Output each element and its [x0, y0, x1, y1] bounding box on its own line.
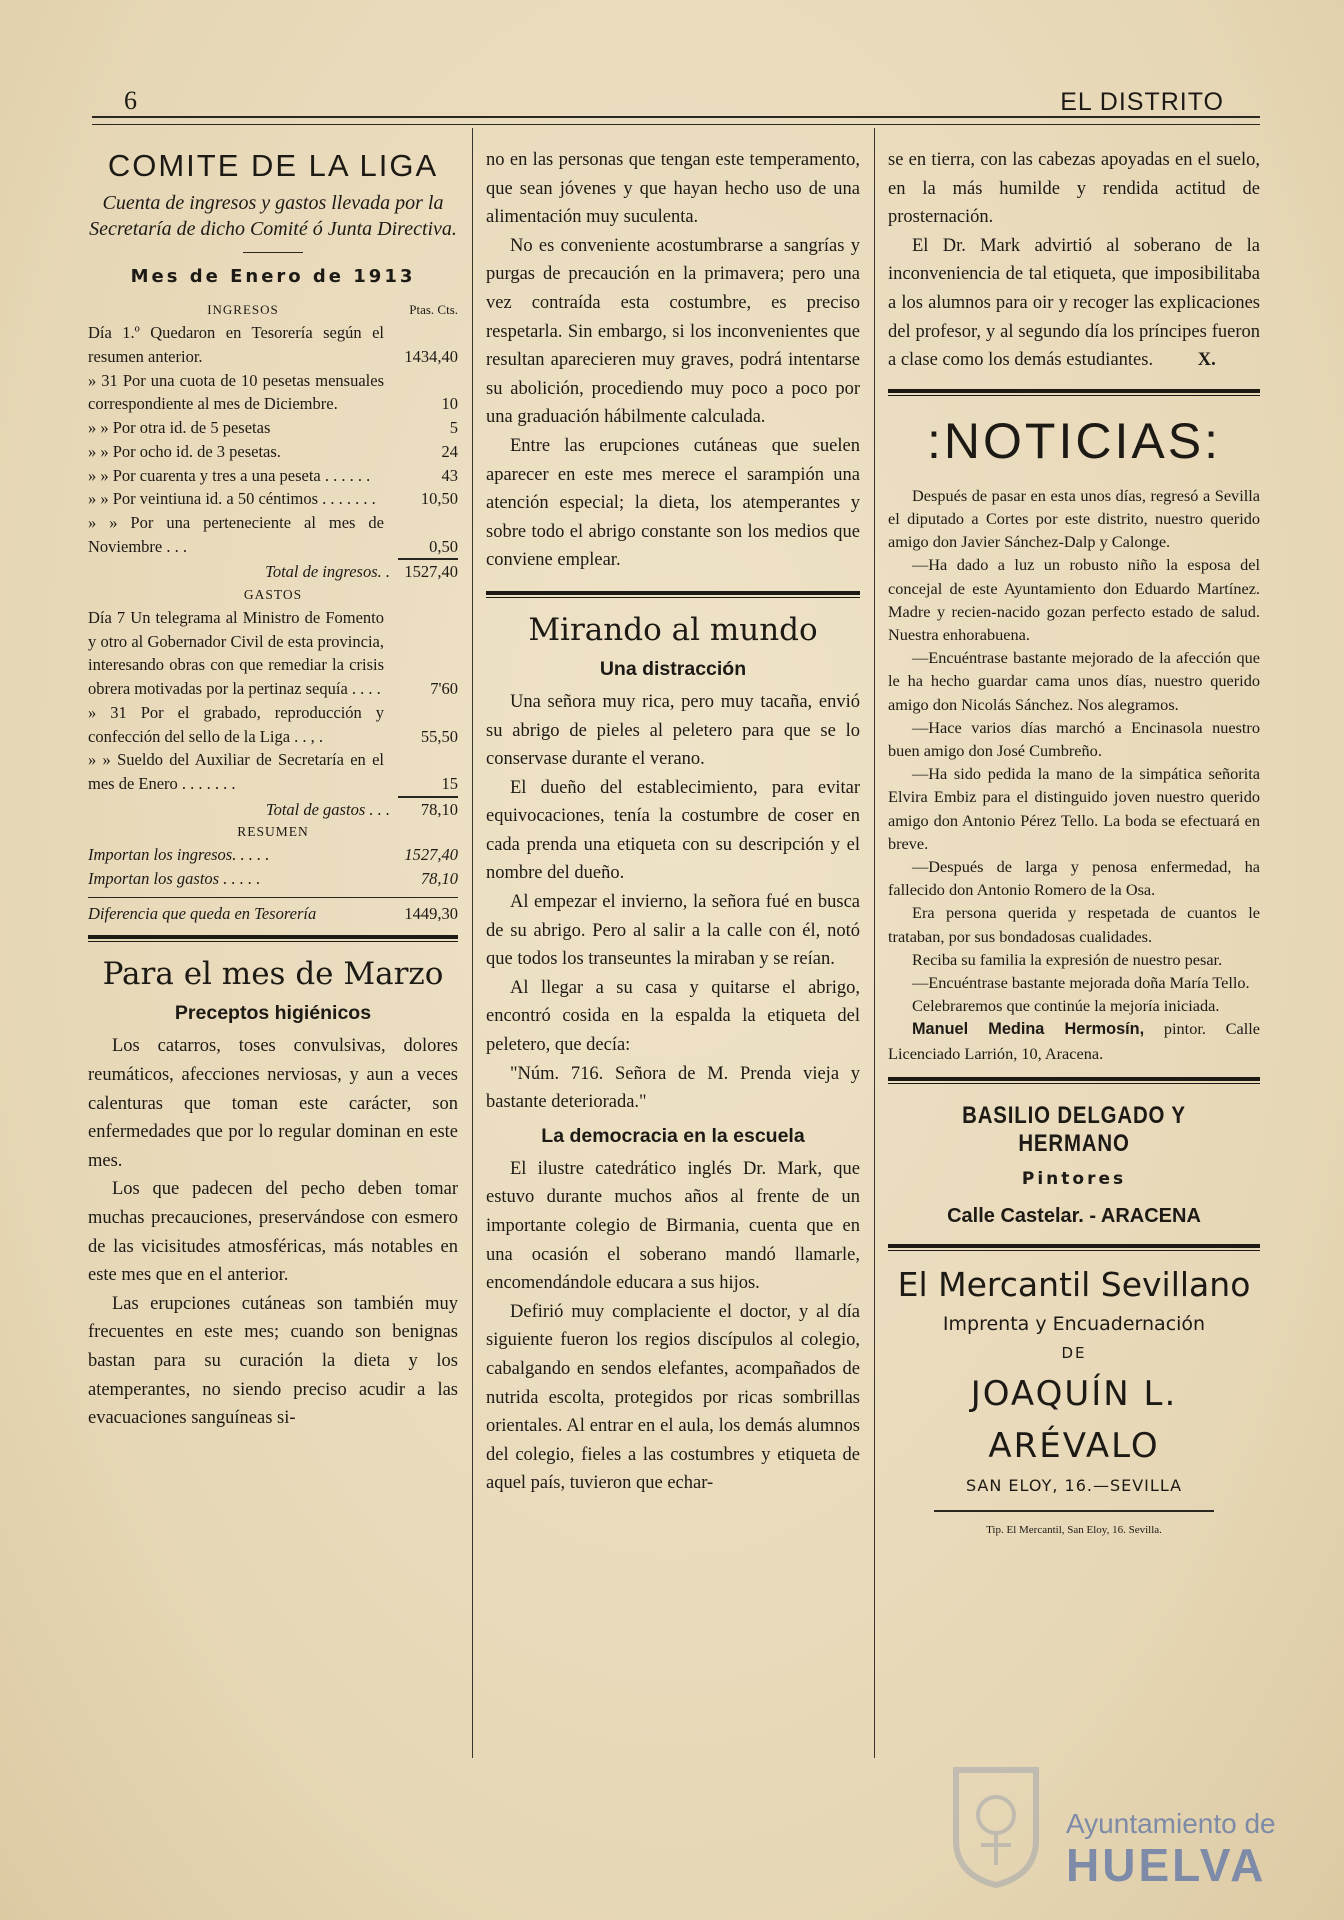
comite-subheading: Cuenta de ingresos y gastos llevada por la Secretaría de dicho Comité ó Junta Directiva.: [89, 192, 457, 240]
news-item: Después de pasar en esta unos días, regresó a Sevilla el diputado a Cortes por este distrito, nuestro querido amigo don Javier Sánchez-Dalp y Calonge.: [888, 485, 1260, 552]
page-number: 6: [124, 86, 137, 115]
section-rule: [888, 389, 1260, 396]
paragraph: no en las personas que tengan este temperamento, que sean jóvenes y que hayan hecho uso de una alimentación muy suculenta.: [486, 150, 860, 228]
signature: X.: [1197, 350, 1216, 371]
column-divider-2: [874, 128, 875, 1758]
comite-heading: COMITE DE LA LIGA: [107, 148, 439, 183]
paragraph: Entre las erupciones cutáneas que suelen aparecer en este mes merece el sarampión una atención especial; la dieta, los atemperantes y sobre todo el abrigo constante son los medios que conviene emplear.: [486, 435, 860, 571]
paragraph: se en tierra, con las cabezas apoyadas en el suelo, en la más humilde y rendida actitud de prosternación.: [888, 150, 1260, 228]
democracia-subheading: La democracia en la escuela: [541, 1124, 805, 1147]
watermark-line-2: HUELVA: [1066, 1839, 1267, 1891]
paragraph: Al llegar a su casa y quitarse el abrigo, encontró cosida en la espalda la etiqueta del peletero, que decía:: [486, 977, 860, 1056]
ledger-row: » 31 Por el grabado, reproducción y confección del sello de la Liga . . , . 55,50: [88, 702, 458, 746]
column-1: [88, 146, 458, 1433]
column-3: [888, 146, 1260, 1545]
ad-address: SAN ELOY, 16.—SEVILLA: [965, 1475, 1183, 1495]
ad-basilio: [888, 1102, 1260, 1230]
section-rule: [88, 935, 458, 942]
ad-trade: Pintores: [1021, 1169, 1127, 1190]
resumen-row: Importan los gastos . . . . . 78,10: [88, 869, 458, 889]
ledger: [88, 298, 458, 926]
colon-ornament-icon: :: [927, 412, 944, 469]
total-ingresos-row: Total de ingresos. . 1527,40: [265, 562, 458, 582]
currency-label: Ptas. Cts.: [409, 301, 458, 317]
noticias-heading: [888, 406, 1260, 476]
ledger-row: » » Por otra id. de 5 pesetas 5: [88, 418, 458, 438]
quoted-label: "Núm. 716. Señora de M. Prenda vieja y bastante deteriorada.": [486, 1063, 860, 1113]
news-item: Celebraremos que continúe la mejoría iniciada.: [912, 996, 1220, 1016]
ad-mercantil: [888, 1261, 1260, 1545]
diferencia-row: Diferencia que queda en Tesorería 1449,30: [88, 903, 458, 923]
ad-de: DE: [1061, 1344, 1087, 1363]
ledger-row: » » Por ocho id. de 3 pesetas. 24: [88, 441, 458, 461]
ad-trade: Imprenta y Encuadernación: [942, 1313, 1206, 1336]
ad-owner: JOAQUÍN L. ARÉVALO: [970, 1373, 1178, 1466]
ledger-row: » » Por una perteneciente al mes de Noviembre . . . 0,50: [88, 512, 458, 556]
ad-company-name: El Mercantil Sevillano: [897, 1265, 1251, 1305]
paragraph: Una señora muy rica, pero muy tacaña, envió su abrigo de pieles al peletero para que se lo conservase durante el verano.: [486, 691, 860, 770]
news-item: —Después de larga y penosa enfermedad, ha fallecido don Antonio Romero de la Osa.: [888, 857, 1260, 900]
news-item: —Ha dado a luz un robusto niño la esposa del concejal de este Ayuntamiento don Eduardo Martínez. Madre y recien-nacido gozan perfecto estado de salud. Nuestra enhorabuena.: [888, 555, 1260, 644]
paragraph: Los que padecen del pecho deben tomar muchas precauciones, preservándose con esmero de las vicisitudes atmosféricas, más notables en este mes que en el anterior.: [88, 1179, 458, 1286]
advertiser-text: pintor. Calle Licenciado Larrión, 10, Aracena.: [888, 1019, 1260, 1063]
ad-address: Calle Castelar. - ARACENA: [947, 1204, 1201, 1227]
ingresos-label: INGRESOS: [207, 301, 279, 317]
paragraph: Las erupciones cutáneas son también muy frecuentes en este mes; cuando son benignas bastan para su curación la dieta y los atemperantes, no siendo preciso acudir a las evacuaciones sanguíneas si-: [88, 1293, 458, 1429]
gastos-label: GASTOS: [243, 587, 303, 603]
paragraph: El ilustre catedrático inglés Dr. Mark, que estuvo durante muchos años al frente de un importante colegio de Birmania, cuenta que en una ocasión el soberano mandó llamarle, encomendándole educara a sus hijos.: [486, 1158, 860, 1294]
header-rule: [92, 116, 1260, 125]
total-gastos-row: Total de gastos . . . 78,10: [265, 799, 458, 819]
paragraph: Defirió muy complaciente el doctor, y al día siguiente fueron los regios discípulos al colegio, cabalgando en sendos elefantes, acompañados de nutrida escolta, protegidos por ricas sombrillas orientales. Al entrar en el aula, los demás alumnos del colegio, fieles a las costumbres y etiqueta de aquel país, tuvieron que echar-: [486, 1301, 860, 1494]
colon-ornament-icon: :: [1204, 412, 1221, 469]
paragraph: No es conveniente acostumbrarse a sangrías y purgas de precaución en la primavera; pero una vez contraída esta costumbre, es preciso respetarla. Sin embargo, si los inconvenientes que resultan aparecieren muy graves, podrá intentarse su abolición, procediendo muy poco a poco por una graduación hábilmente calculada.: [486, 235, 860, 428]
news-list: [888, 484, 1260, 1065]
section-rule: [888, 1077, 1260, 1084]
divider: [934, 1510, 1214, 1512]
news-item: Era persona querida y respetada de cuantos le trataban, por sus bondadosas cualidades.: [888, 903, 1260, 946]
paragraph: Los catarros, toses convulsivas, dolores reumáticos, afecciones nerviosas, y aun a veces calenturas que toman este carácter, son enfermedades que por lo regular dominan en este mes.: [88, 1036, 458, 1171]
ledger-row: Día 1.º Quedaron en Tesorería según el resumen anterior. 1434,40: [88, 323, 458, 366]
news-item: —Ha sido pedida la mano de la simpática señorita Elvira Embiz para el distinguido joven nuestro querido amigo don Antonio Pérez Tello. La boda se efectuará en breve.: [888, 764, 1260, 853]
advertiser-name: Manuel Medina Hermosín,: [912, 1020, 1145, 1039]
column-divider-1: [472, 128, 473, 1758]
watermark-line-1: Ayuntamiento de: [1066, 1808, 1276, 1839]
city-crest-icon: [936, 1760, 1056, 1888]
distraccion-subheading: Una distracción: [599, 657, 747, 680]
newspaper-title: EL DISTRITO: [1060, 88, 1224, 116]
news-item: —Hace varios días marchó a Encinasola nuestro buen amigo don José Cumbreño.: [888, 717, 1260, 760]
news-item: —Encuéntrase bastante mejorada doña María Tello.: [912, 973, 1250, 993]
news-item: Reciba su familia la expresión de nuestro pesar.: [912, 949, 1223, 969]
month-heading: Mes de Enero de 1913: [130, 266, 416, 287]
divider: [243, 252, 303, 253]
ledger-row: » » Por cuarenta y tres a una peseta . . . . . . 43: [88, 465, 458, 485]
column-2: [486, 146, 860, 1498]
paragraph: [888, 232, 1260, 375]
news-item: [888, 1017, 1260, 1064]
paragraph: El dueño del establecimiento, para evitar equivocaciones, tenía la costumbre de coser en cada prenda una etiqueta con su descripción y el nombre del dueño.: [486, 777, 860, 884]
ledger-row: » 31 Por una cuota de 10 pesetas mensuales correspondiente al mes de Diciembre. 10: [88, 370, 458, 414]
printer-imprint: Tip. El Mercantil, San Eloy, 16. Sevilla.: [986, 1524, 1162, 1537]
ledger-row: » » Sueldo del Auxiliar de Secretaría en el mes de Enero . . . . . . . 15: [88, 750, 458, 793]
resumen-row: Importan los ingresos. . . . . 1527,40: [88, 845, 458, 865]
news-item: —Encuéntrase bastante mejorado de la afección que le ha hecho guardar cama unos días, nuestro querido amigo don Nicolás Sánchez. Nos alegramos.: [888, 648, 1260, 714]
resumen-label: RESUMEN: [237, 824, 309, 840]
paragraph: Al empezar el invierno, la señora fué en busca de su abrigo. Pero al salir a la calle con él, notó que todos los transeuntes la miraban y se reían.: [486, 892, 860, 970]
marzo-heading: Para el mes de Marzo: [102, 956, 444, 993]
section-rule: [888, 1244, 1260, 1251]
marzo-subheading: Preceptos higiénicos: [174, 1002, 372, 1025]
ad-company-name: BASILIO DELGADO Y HERMANO: [962, 1101, 1186, 1158]
ledger-row: Día 7 Un telegrama al Ministro de Fomento y otro al Gobernador Civil de esta provincia, interesando obras con que remediar la crisis obrera motivadas por la pertinaz sequía . . . . 7'60: [88, 608, 458, 699]
mirando-heading: Mirando al mundo: [528, 611, 818, 648]
paragraph-text: El Dr. Mark advirtió al soberano de la inconveniencia de tal etiqueta, que imposibilitaba a los alumnos para oir y recoger las explicaciones del profesor, y al segundo día los príncipes fueron a clase como los demás estudiantes.: [888, 235, 1260, 371]
total-rule: [88, 897, 458, 898]
section-rule: [486, 591, 860, 598]
noticias-title: NOTICIAS: [943, 412, 1205, 469]
ledger-row: » » Por veintiuna id. a 50 céntimos . . . . . . . 10,50: [88, 489, 458, 509]
